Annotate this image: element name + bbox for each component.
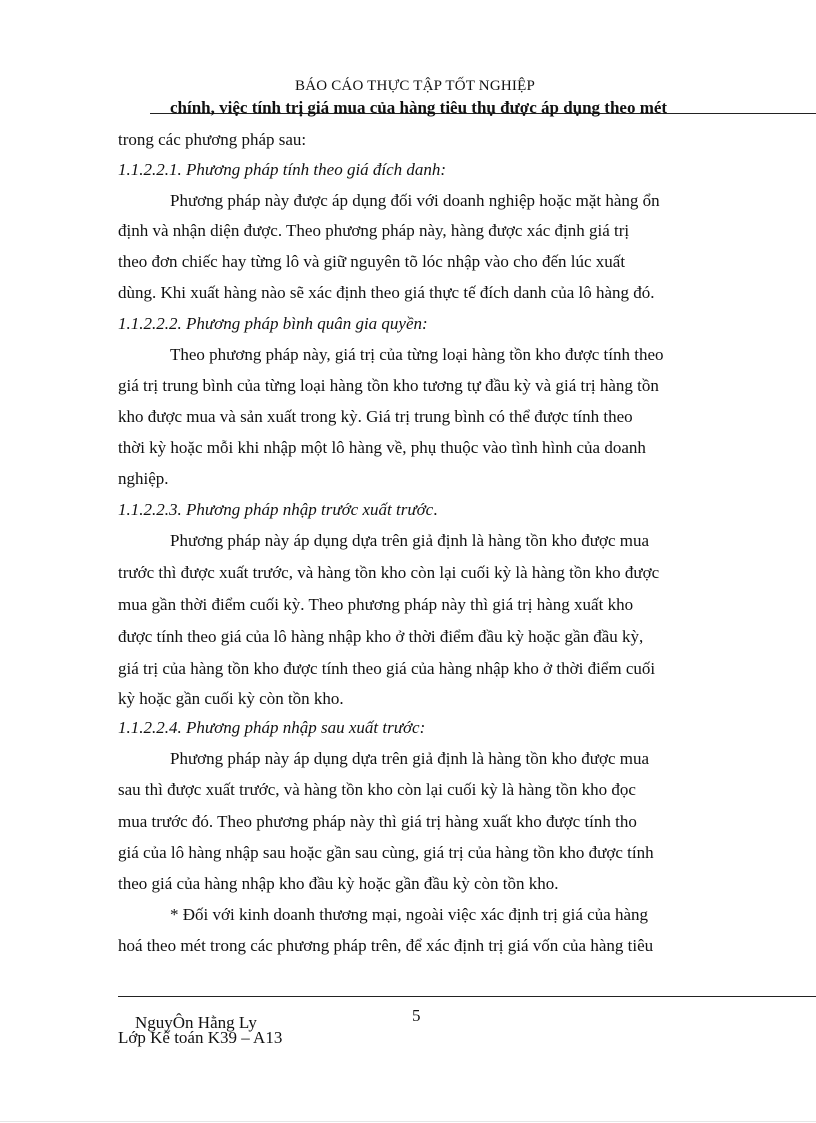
paragraph-2-line: thời kỳ hoặc mỗi khi nhập một lô hàng về, phụ thuộc vào tình hình của doanh xyxy=(118,438,646,457)
paragraph-2-line: giá trị trung bình của từng loại hàng tồn kho tương tự đầu kỳ và giá trị hàng tồn xyxy=(118,376,659,395)
paragraph-3-line: kỳ hoặc gần cuối kỳ còn tồn kho. xyxy=(118,689,344,708)
paragraph-2-line: Theo phương pháp này, giá trị của từng loại hàng tồn kho được tính theo xyxy=(170,345,664,364)
section-heading-fifo-text: 1.1.2.2.3. Phương pháp nhập trước xuất trước xyxy=(118,500,434,519)
paragraph-4-line: theo giá của hàng nhập kho đầu kỳ hoặc gần đầu kỳ còn tồn kho. xyxy=(118,874,559,893)
paragraph-3-line: Phương pháp này áp dụng dựa trên giả định là hàng tồn kho được mua xyxy=(170,531,650,550)
paragraph-4-line: giá của lô hàng nhập sau hoặc gần sau cùng, giá trị của hàng tồn kho được tính xyxy=(118,843,654,862)
section-heading-fifo-period: . xyxy=(433,500,438,519)
section-heading-fifo xyxy=(118,500,437,520)
page-header-title: BÁO CÁO THỰC TẬP TỐT NGHIỆP xyxy=(295,78,535,94)
paragraph-5-line: * Đối với kinh doanh thương mại, ngoài việc xác định trị giá của hàng xyxy=(170,905,649,924)
paragraph-3-line: được tính theo giá của lô hàng nhập kho ở thời điểm đầu kỳ hoặc gần đầu kỳ, xyxy=(118,627,644,646)
paragraph-4-line: mua trước đó. Theo phương pháp này thì giá trị hàng xuất kho được tính tho xyxy=(118,812,637,831)
section-heading-lifo: 1.1.2.2.4. Phương pháp nhập sau xuất trước: xyxy=(118,718,426,737)
paragraph-4-line: Phương pháp này áp dụng dựa trên giả định là hàng tồn kho được mua xyxy=(170,749,650,768)
paragraph-1-line: Phương pháp này được áp dụng đối với doanh nghiệp hoặc mặt hàng ổn xyxy=(170,191,660,210)
paragraph-1-line: định và nhận diện được. Theo phương pháp này, hàng được xác định giá trị xyxy=(118,221,630,240)
paragraph-3-line: mua gần thời điểm cuối kỳ. Theo phương pháp này thì giá trị hàng xuất kho xyxy=(118,595,634,614)
paragraph-2-line: kho được mua và sản xuất trong kỳ. Giá trị trung bình có thể được tính theo xyxy=(118,407,633,426)
paragraph-2-line: nghiệp. xyxy=(118,469,169,488)
page-bottom-edge xyxy=(0,1121,816,1122)
body-line-continuation-end: trong các phương pháp sau: xyxy=(118,130,307,149)
section-heading-specific-identification: 1.1.2.2.1. Phương pháp tính theo giá đích danh: xyxy=(118,160,447,179)
page-number: 5 xyxy=(412,1006,421,1025)
paragraph-3-line: trước thì được xuất trước, và hàng tồn kho còn lại cuối kỳ là hàng tồn kho được xyxy=(118,563,660,582)
footer-author: NguyÔn Hằng Ly xyxy=(135,1013,257,1032)
paragraph-1-line: theo đơn chiếc hay từng lô và giữ nguyên tõ lóc nhập vào cho đến lúc xuất xyxy=(118,252,626,271)
paragraph-5-line: hoá theo mét trong các phương pháp trên, để xác định trị giá vốn của hàng tiêu xyxy=(118,936,654,955)
section-heading-weighted-average: 1.1.2.2.2. Phương pháp bình quân gia quyền: xyxy=(118,314,428,333)
paragraph-4-line: sau thì được xuất trước, và hàng tồn kho còn lại cuối kỳ là hàng tồn kho đọc xyxy=(118,780,636,799)
paragraph-1-line: dùng. Khi xuất hàng nào sẽ xác định theo giá thực tế đích danh của lô hàng đó. xyxy=(118,283,655,302)
footer-divider xyxy=(118,996,816,997)
body-line-continuation: chính, việc tính trị giá mua của hàng tiêu thụ được áp dụng theo mét xyxy=(170,98,668,117)
paragraph-3-line: giá trị của hàng tồn kho được tính theo giá của hàng nhập kho ở thời điểm cuối xyxy=(118,659,656,678)
footer-class-info: Lớp Kế toán K39 – A13 xyxy=(118,1028,283,1047)
